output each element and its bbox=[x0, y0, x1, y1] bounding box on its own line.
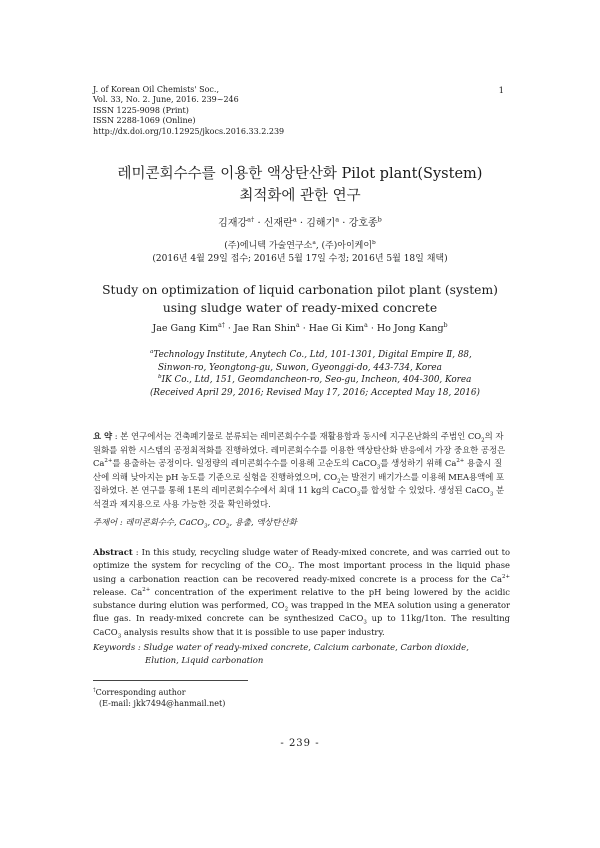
footnote bbox=[93, 687, 225, 709]
author-sup: a bbox=[296, 321, 300, 329]
abstract-text: up to 11kg/1ton. The resulting CaCO bbox=[93, 613, 510, 637]
journal-line: ISSN 2288-1069 (Online) bbox=[93, 116, 196, 126]
superscript: 2+ bbox=[501, 573, 510, 580]
page-marker: 1 bbox=[498, 86, 504, 96]
footnote-email: (E-mail: jkk7494@hanmail.net) bbox=[99, 699, 226, 708]
superscript: 2+ bbox=[104, 458, 113, 465]
english-affiliation bbox=[150, 349, 480, 399]
abstract-colon: : bbox=[132, 547, 142, 557]
keywords-text: Sludge water of ready-mixed concrete, Calcium carbonate, Carbon dioxide, bbox=[143, 643, 469, 653]
abstract-text: . The most important process in the liquid phase using a carbonation reaction can be recovered ready-mixed concrete is a process for the Ca bbox=[93, 560, 510, 584]
keywords-line bbox=[93, 642, 510, 655]
superscript: 2+ bbox=[456, 458, 465, 465]
english-keywords bbox=[93, 642, 510, 668]
korean-title-line: 최적화에 관한 연구 bbox=[239, 188, 361, 204]
author-separator: · bbox=[339, 218, 349, 229]
author-name: 김재강 bbox=[218, 218, 248, 229]
subscript: 2 bbox=[226, 523, 230, 530]
abstract-text: 는 발전기 배기가스를 이용해 MEA용액에 포집하였다. 본 연구를 통해 1톤의 레미콘회수수에서 최대 11 kg의 CaCO bbox=[93, 471, 505, 496]
affiliation-line bbox=[150, 374, 470, 387]
korean-affiliation-orgs bbox=[0, 240, 600, 253]
subscript: 2 bbox=[337, 478, 341, 485]
abstract-text: 를 합성할 수 있었다. 생성된 CaCO bbox=[360, 485, 490, 496]
affiliation-text: IK Co., Ltd, 151, Geomdancheon-ro, Seo-gu, Incheon, 404-300, Korea bbox=[161, 375, 472, 386]
english-abstract bbox=[93, 546, 510, 639]
korean-authors bbox=[0, 214, 600, 229]
author-sup: a† bbox=[247, 215, 255, 224]
author-name: Jae Ran Shin bbox=[233, 323, 297, 334]
author-sup: a bbox=[335, 215, 340, 224]
abstract-text: 본 연구에서는 건축폐기물로 분류되는 레미콘회수수를 재활용함과 동시에 지구온난화의 주범인 CO bbox=[120, 431, 482, 441]
abstract-text: 를 생성하기 위해 Ca bbox=[380, 458, 457, 469]
subscript: 2 bbox=[284, 606, 289, 613]
affiliation-sup: a bbox=[150, 349, 154, 356]
english-dates: (Received April 29, 2016; Revised May 17, 2016; Accepted May 18, 2016) bbox=[150, 387, 480, 398]
affiliation-sup: b bbox=[158, 374, 162, 381]
korean-title-line: 레미콘회수수를 이용한 액상탄산화 Pilot plant(System) bbox=[117, 166, 483, 182]
author-separator: · bbox=[299, 323, 309, 334]
footnote-divider bbox=[93, 680, 248, 681]
abstract-text: was trapped in the MEA solution using a generator flue gas. In ready-mixed concrete can be synthesized CaCO bbox=[93, 600, 510, 624]
abstract-text: 의 자원화를 위한 시스템의 공정최적화를 진행하였다. 레미콘회수수를 이용한 액상탄산화 반응에서 가장 중요한 공정은 Ca bbox=[93, 431, 506, 469]
keywords-label: Keywords : bbox=[93, 643, 144, 653]
abstract-text: release. Ca bbox=[93, 586, 143, 597]
superscript: 2+ bbox=[142, 587, 151, 594]
author-sup: b bbox=[443, 321, 448, 329]
author-name: Ho Jong Kang bbox=[376, 323, 444, 334]
subscript: 3 bbox=[117, 633, 122, 640]
affiliation-sup: b bbox=[372, 240, 376, 246]
affiliation-text: Technology Institute, Anytech Co., Ltd, 101-1301, Digital Empire Ⅱ, 88, bbox=[153, 350, 472, 360]
affiliation-org: (주)에니텍 가술연구소 bbox=[224, 241, 313, 251]
affiliation-org: (주)아이케이 bbox=[321, 241, 373, 251]
author-name: Jae Gang Kim bbox=[152, 323, 219, 334]
author-sup: a† bbox=[218, 321, 225, 329]
abstract-text: In this study, recycling sludge water of Ready-mixed concrete, and was carried out to optimize the system for recycling of the CO bbox=[93, 547, 510, 571]
korean-title bbox=[0, 163, 600, 207]
page-number: - 239 - bbox=[280, 738, 320, 749]
subscript: 3 bbox=[376, 464, 381, 471]
abstract-text: analysis results show that it is possible to use paper industry. bbox=[121, 626, 385, 637]
affiliation-sup: a bbox=[312, 240, 316, 246]
journal-info bbox=[93, 85, 284, 137]
affiliation-line: Sinwon-ro, Yeongtong-gu, Suwon, Gyeonggi-do, 443-734, Korea bbox=[158, 362, 442, 373]
affiliation-line bbox=[150, 349, 470, 362]
author-sup: a bbox=[292, 215, 297, 224]
english-title-line: using sludge water of ready-mixed concrete bbox=[162, 301, 438, 315]
abstract-text: 분석결과 제지용으로 사용 가능한 것을 확인하였다. bbox=[93, 485, 505, 509]
author-separator: · bbox=[296, 218, 307, 229]
abstract-colon: : bbox=[112, 431, 121, 441]
keywords-line: Elution, Liquid carbonation bbox=[145, 656, 264, 666]
dagger-mark: † bbox=[93, 687, 96, 694]
abstract-label: Abstract bbox=[93, 547, 133, 557]
korean-keywords bbox=[93, 516, 510, 528]
author-separator: · bbox=[254, 218, 264, 229]
author-sup: b bbox=[377, 215, 382, 224]
english-title-line: Study on optimization of liquid carbonation pilot plant (system) bbox=[102, 283, 498, 297]
abstract-text: 용출시 질산에 의해 낮아지는 pH 농도를 기준으로 실험을 진행하였으며, CO bbox=[93, 458, 503, 482]
journal-line: ISSN 1225-9098 (Print) bbox=[93, 105, 189, 115]
korean-dates: (2016년 4월 29일 접수; 2016년 5월 17일 수정; 2016년 5월 18일 채택) bbox=[152, 254, 448, 264]
abstract-text: 를 용출하는 공정이다. 일정량의 레미콘회수수를 이용해 고순도의 CaCO bbox=[112, 458, 377, 469]
author-name: 신재란 bbox=[263, 218, 293, 229]
abstract-text: concentration of the experiment relative to the pH being lowered by the acidic substance during elution was performed, CO bbox=[93, 586, 510, 611]
footnote-text: Corresponding author bbox=[95, 688, 186, 697]
subscript: 2 bbox=[288, 566, 292, 573]
author-name: 강호종 bbox=[348, 218, 378, 229]
author-separator: · bbox=[367, 323, 377, 334]
keywords-text: , 용출, 액상탄산화 bbox=[229, 517, 297, 527]
korean-affiliation bbox=[0, 240, 600, 266]
abstract-label: 요 약 bbox=[93, 431, 113, 441]
journal-line: Vol. 33, No. 2. June, 2016. 239~246 bbox=[93, 95, 239, 105]
affiliation-separator: , bbox=[315, 241, 322, 251]
english-title bbox=[0, 281, 600, 317]
keywords-text: 레미콘회수수, CaCO bbox=[125, 517, 204, 527]
subscript: 3 bbox=[489, 492, 494, 499]
author-separator: · bbox=[224, 323, 234, 334]
subscript: 3 bbox=[363, 620, 367, 627]
english-authors bbox=[0, 323, 600, 334]
korean-abstract bbox=[93, 430, 510, 512]
author-name: Hae Gi Kim bbox=[308, 323, 365, 334]
keywords-label: 주제어 : bbox=[93, 517, 126, 527]
journal-line: J. of Korean Oil Chemists' Soc., bbox=[93, 85, 219, 94]
author-name: 김해기 bbox=[306, 218, 336, 229]
subscript: 2 bbox=[481, 437, 485, 444]
footnote-line bbox=[93, 687, 225, 698]
subscript: 3 bbox=[203, 523, 208, 530]
keywords-text: , CO bbox=[207, 517, 227, 527]
subscript: 3 bbox=[356, 492, 361, 499]
doi-link[interactable]: http://dx.doi.org/10.12925/jkocs.2016.33.2.239 bbox=[93, 126, 285, 136]
author-sup: a bbox=[364, 321, 368, 329]
